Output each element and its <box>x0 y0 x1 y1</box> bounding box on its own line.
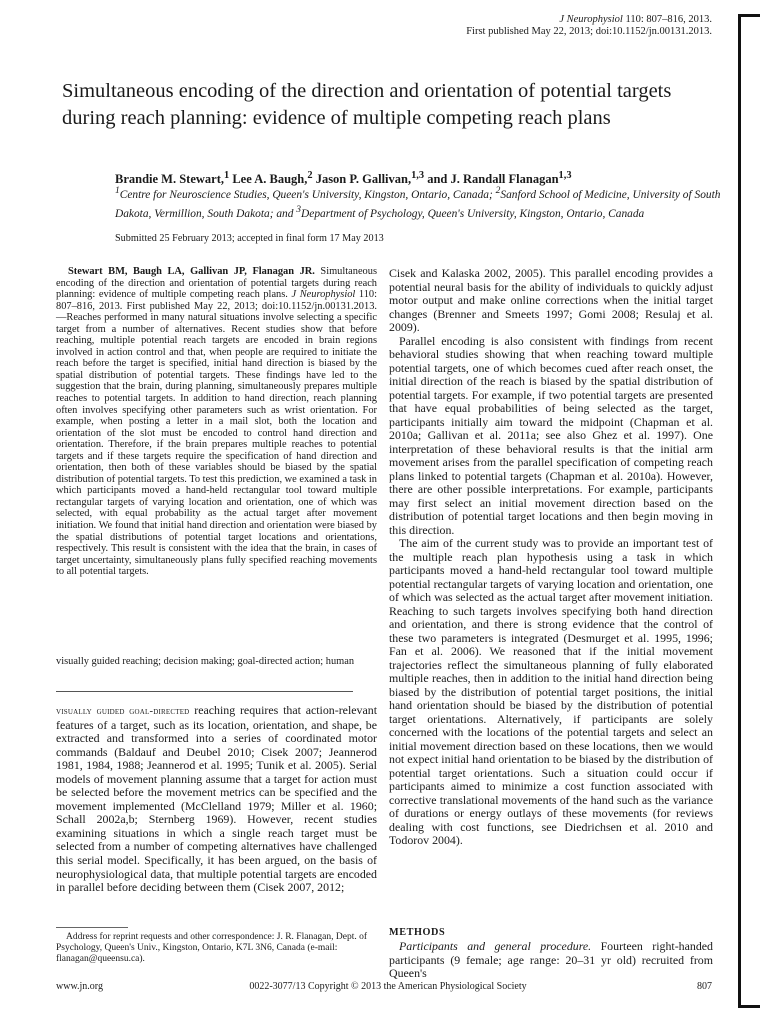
right-column-text: Cisek and Kalaska 2002, 2005). This parallel encoding provides a potential neural basis for the ability of individuals to quickly adjust motor output and make online corrections when the initial target changes (Brenner and Smeets 1997; Gomi 2008; Resulaj et al. 2009). Parallel encoding is also consistent with findings from recent behavioral studies showing that when reaching toward multiple potential targets, one of which becomes cued after reach onset, the initial direction of the reach is biased by the spatial distribution of potential targets. For example, if two potential targets are presented that have equal probabilities of being selected as the target, participants initially aim toward the midpoint (Chapman et al. 2010a; Gallivan et al. 2011a; see also Ghez et al. 1997). One interpretation of these behavioral results is that the initial arm movement arises from the parallel specification of competing reach plans linked to potential targets (Chapman et al. 2010a). However, there are other possible interpretations. For example, participants may first select an initial movement direction based on the distribution of potential target locations and then begin moving in this direction. The aim of the current study was to provide an important test of the multiple reach plan hypothesis using a task in which participants moved a hand-held rectangular tool toward multiple potential rectangular targets of varying location and orientation, one of which was selected as the actual target after movement initiation. Reaching to such targets involves specifying both hand direction and orientation, and there is strong evidence that the control of these two parameters is integrated (Desmurget et al. 1995, 1996; Fan et al. 2006). We reasoned that if the initial movement trajectories reflect the simultaneous planning of fully elaborated multiple reaches, then in addition to the initial hand direction being biased by the distribution of potential target positions, the initial hand orientation should be biased by the distribution of potential target orientations. Alternatively, if participants are solely concerned with the locations of the potential targets and select an initial movement direction based on these locations, then we would not expect initial hand orientation to be biased by the distribution of potential target orientations. Such a situation could occur if participants aimed to minimize a cost function associated with corrective translational movements of the hand such as the variance of durations or energy outlays of these movements (for reviews dealing with cost functions, see Diedrichsen et al. 2010 and Todorov 2004). <box>389 266 713 847</box>
author-list: Brandie M. Stewart,$^1$ Lee A. Baugh,$^2$ Jason P. Gallivan,$^{1,3}$ and J. Randall Flanagan$^{1,3}$ <box>115 170 572 187</box>
abstract: Stewart BM, Baugh LA, Gallivan JP, Flanagan JR. Simultaneous encoding of the direction and orientation of potential targets during reach planning: evidence of multiple competing reach plans. J Neurophysiol 110: 807–816, 2013. First published May 22, 2013; doi:10.1152/jn.00131.2013.—Reaches performed in many natural situations involve selecting a specific target from a number of alternatives. Recent studies show that before reaching, multiple potential reach targets are encoded in brain regions involved in action control and that, when people are required to initiate the reach before the target is specified, initial hand direction is biased by the spatial distribution of potential targets. These findings have led to the suggestion that the brain, during planning, simultaneously prepares multiple reaches to potential targets. In addition to hand direction, reach planning often involves specifying other parameters such as wrist orientation. For example, when posting a letter in a mail slot, both the location and orientation of the slot must be encoded to control hand direction and orientation. Therefore, if the brain prepares multiple reaches to potential targets and if these targets require the specification of hand direction and orientation, then both of these variables should be biased by the spatial distribution of potential targets. To test this prediction, we examined a task in which participants moved a hand-held rectangular tool toward multiple rectangular targets of varying location and orientation, one of which was selected, with equal probability as the actual target after movement initiation. We found that initial hand direction and orientation were biased by the spatial distributions of potential target locations and orientations, respectively. This result is consistent with the idea that the brain, in cases of target uncertainty, simultaneously plans fully specified reaching movements to all potential targets. <box>56 266 377 578</box>
journal-name: J Neurophysiol <box>559 14 623 25</box>
introduction-text: visually guided goal-directed reaching requires that action-relevant features of a target, such as its location, orientation, and shape, be extracted and transformed into a series of coordinated motor commands (Baldauf and Deubel 2010; Cisek 2007; Jeannerod 1981, 1984, 1988; Jeannerod et al. 1995; Tunik et al. 2005). Serial models of movement planning assume that a target for action must be selected before the movement metrics can be specified and the movement implemented (McClelland 1979; Miller et al. 1960; Schall 2002a,b; Sternberg 1969). However, recent studies examining situations in which a single reach target must be selected from a number of competing alternatives have challenged this serial model. Specifically, it has been argued, on the basis of neurophysiological data, that multiple potential targets are encoded in parallel before deciding between them (Cisek 2007, 2012; <box>56 703 377 895</box>
journal-url: www.jn.org <box>56 981 103 992</box>
methods-heading: METHODS <box>389 927 446 938</box>
article-title: Simultaneous encoding of the direction and orientation of potential targets during reach planning: evidence of multiple competing reach plans <box>62 80 672 129</box>
abstract-body: Reaches performed in many natural situations involve selecting a specific target from a number of alternatives. Recent studies show that before reaching, multiple potential reach targets are encoded in brain regions involved in action control and that, when people are required to initiate the reach before the target is specified, initial hand direction is biased by the spatial distribution of potential targets. These findings have led to the suggestion that the brain, during planning, simultaneously prepares multiple reaches to potential targets. In addition to hand direction, reach planning often involves specifying other parameters such as wrist orientation. For example, when posting a letter in a mail slot, both the location and orientation of the slot must be encoded to control hand direction and orientation. Therefore, if the brain prepares multiple reaches to potential targets and if these targets require the specification of hand direction and orientation, then both of these variables should be biased by the spatial distribution of potential targets. To test this prediction, we examined a task in which participants moved a hand-held rectangular tool toward multiple rectangular targets of varying location and orientation, one of which was selected, with equal probability as the actual target after movement initiation. We found that initial hand direction and orientation were biased by the spatial distributions of potential target locations and orientations, respectively. This result is consistent with the idea that the brain, in cases of target uncertainty, simultaneously plans fully specified reaching movements to all potential targets. <box>56 312 377 578</box>
methods-text: Participants and general procedure. Fourteen right-handed participants (9 female; age range: 20–31 yr old) recruited from Queen's <box>389 939 714 980</box>
side-edge-tab <box>738 14 760 1008</box>
submission-dates: Submitted 25 February 2013; accepted in final form 17 May 2013 <box>115 233 384 244</box>
correspondence-footnote: Address for reprint requests and other correspondence: J. R. Flanagan, Dept. of Psychology, Queen's Univ., Kingston, Ontario, K7L 3N6, Canada (e-mail: flanagan@queensu.ca). <box>56 932 368 964</box>
affiliations: $^1$Centre for Neuroscience Studies, Queen's University, Kingston, Ontario, Canada; $^2$Sanford School of Medicine, University of South Dakota, Vermillion, South Dakota; and $^3$Department of Psychology, Queen's University, Kingston, Ontario, Canada <box>115 186 721 221</box>
footnote-divider <box>56 927 128 928</box>
copyright-line: 0022-3077/13 Copyright © 2013 the American Physiological Society <box>249 981 527 992</box>
keywords: visually guided reaching; decision making; goal-directed action; human <box>56 656 355 667</box>
journal-citation: J Neurophysiol 110: 807–816, 2013. <box>559 14 712 25</box>
publication-info: First published May 22, 2013; doi:10.1152/jn.00131.2013. <box>466 26 712 37</box>
page-number: 807 <box>697 981 712 992</box>
section-divider <box>56 691 353 692</box>
citation-authors: Stewart BM, Baugh LA, Gallivan JP, Flanagan JR. <box>68 266 315 277</box>
